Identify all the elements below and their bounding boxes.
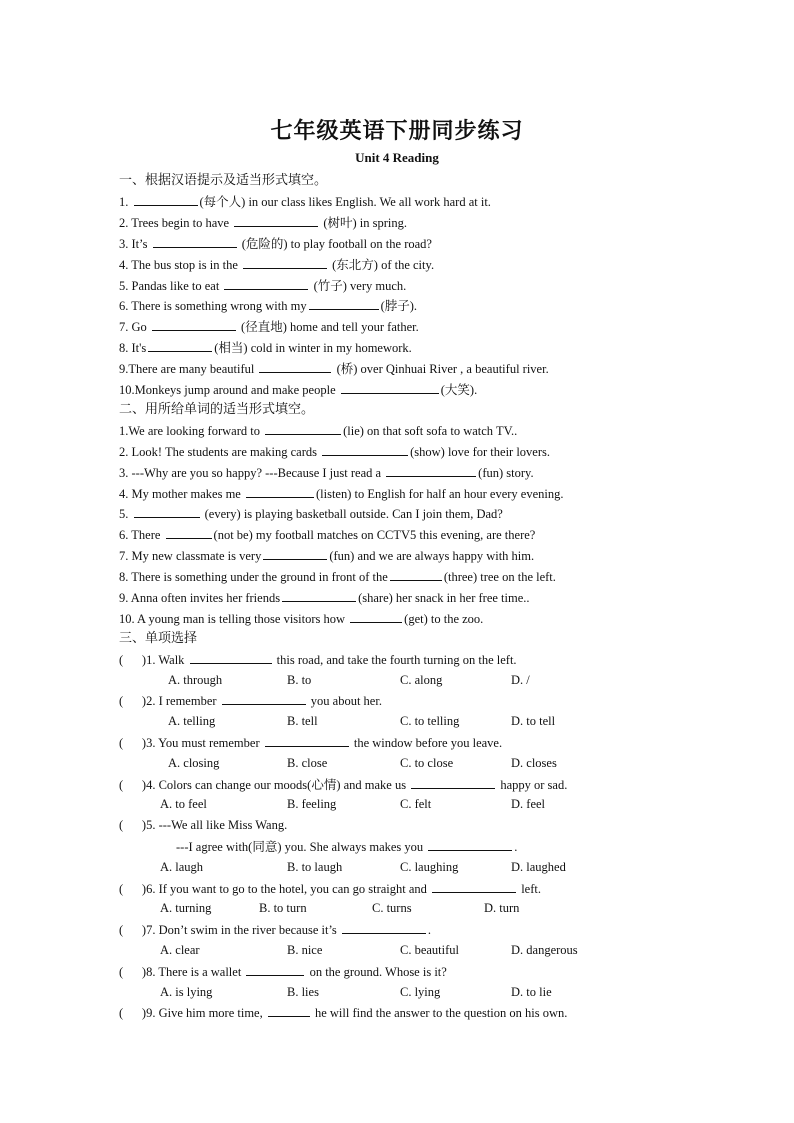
item-text-after: (not be) my football matches on CCTV5 this evening, are there? (213, 528, 536, 542)
fill-in-item (119, 277, 406, 294)
answer-parentheses: ( ) (119, 965, 147, 979)
answer-blank[interactable] (166, 526, 212, 539)
item-text-before: 8. There is something under the ground in front of the (119, 570, 388, 584)
question-stem (119, 734, 502, 751)
item-text-before: 2. Trees begin to have (119, 216, 233, 230)
answer-parentheses: ( ) (119, 923, 147, 937)
fill-in-item (119, 485, 563, 502)
item-text-before: 5. (119, 507, 132, 521)
fill-in-item (119, 381, 477, 398)
answer-blank[interactable] (341, 381, 439, 394)
option-c: C. to close (400, 756, 454, 770)
item-text-before: 4. My mother makes me (119, 487, 244, 501)
item-text-after: (share) her snack in her free time.. (358, 591, 530, 605)
item-text-after: (listen) to English for half an hour every evening. (315, 487, 564, 501)
item-text-after: (fun) and we are always happy with him. (329, 549, 535, 563)
question-text-after: the window before you leave. (350, 736, 503, 750)
fill-in-item (119, 193, 491, 210)
answer-blank[interactable] (309, 297, 379, 310)
answer-blank[interactable] (432, 880, 516, 893)
item-text-before: 7. My new classmate is very (119, 549, 262, 563)
option-c: C. beautiful (400, 943, 460, 957)
fill-in-item (119, 610, 483, 627)
fill-in-item (119, 256, 434, 273)
option-a: A. clear (160, 943, 200, 957)
answer-blank[interactable] (243, 256, 327, 269)
item-text-after: (每个人) in our class likes English. We all work hard at it. (199, 195, 491, 209)
answer-blank[interactable] (234, 214, 318, 227)
fill-in-item (119, 297, 417, 314)
answer-blank[interactable] (386, 464, 476, 477)
item-text-before: 10.Monkeys jump around and make people (119, 383, 339, 397)
item-text-after: (东北方) of the city. (329, 258, 435, 272)
question-text-after: . (514, 840, 518, 854)
question-text-after: left. (518, 882, 541, 896)
option-d: D. feel (511, 797, 546, 811)
option-b: B. to laugh (287, 860, 343, 874)
fill-in-item (119, 443, 550, 460)
fill-in-item (119, 360, 549, 377)
option-c: C. along (400, 673, 443, 687)
answer-parentheses: ( ) (119, 882, 147, 896)
option-c: C. turns (372, 901, 412, 915)
option-c: C. laughing (400, 860, 459, 874)
option-d: D. dangerous (511, 943, 578, 957)
answer-blank[interactable] (350, 610, 402, 623)
item-text-before: 6. There is something wrong with my (119, 299, 307, 313)
option-d: D. laughed (511, 860, 566, 874)
item-text-before: 6. There (119, 528, 164, 542)
item-text-after: (相当) cold in winter in my homework. (214, 341, 412, 355)
item-text-before: 9.There are many beautiful (119, 362, 258, 376)
option-d: D. closes (511, 756, 557, 770)
answer-parentheses: ( ) (119, 653, 147, 667)
answer-parentheses: ( ) (119, 778, 147, 792)
fill-in-item (119, 318, 419, 335)
question-text-after: happy or sad. (497, 778, 568, 792)
answer-blank[interactable] (134, 193, 198, 206)
section-1-heading: 一、根据汉语提示及适当形式填空。 (119, 172, 328, 187)
answer-blank[interactable] (265, 422, 341, 435)
question-text-before: 8. There is a wallet (146, 965, 245, 979)
answer-blank[interactable] (134, 505, 200, 518)
item-text-before: 3. ---Why are you so happy? ---Because I just read a (119, 466, 385, 480)
answer-blank[interactable] (152, 318, 236, 331)
answer-parentheses: ( ) (119, 818, 147, 832)
question-text-after: you about her. (307, 694, 382, 708)
answer-parentheses: ( ) (119, 694, 147, 708)
answer-blank[interactable] (246, 963, 304, 976)
answer-parentheses: ( ) (119, 1006, 147, 1020)
option-b: B. to turn (259, 901, 307, 915)
answer-blank[interactable] (342, 921, 426, 934)
answer-blank[interactable] (263, 547, 327, 560)
option-b: B. close (287, 756, 328, 770)
answer-blank[interactable] (259, 360, 331, 373)
fill-in-item (119, 339, 412, 356)
item-text-after: (get) to the zoo. (404, 612, 484, 626)
question-stem (119, 963, 447, 980)
option-a: A. turning (160, 901, 212, 915)
option-c: C. to telling (400, 714, 460, 728)
question-stem (119, 817, 287, 833)
answer-blank[interactable] (411, 776, 495, 789)
answer-blank[interactable] (265, 734, 349, 747)
item-text-before: 5. Pandas like to eat (119, 279, 223, 293)
option-a: A. closing (168, 756, 220, 770)
item-text-after: (桥) over Qinhuai River , a beautiful river. (333, 362, 549, 376)
fill-in-item (119, 589, 530, 606)
fill-in-item (119, 505, 503, 522)
fill-in-item (119, 422, 517, 439)
item-text-before: 10. A young man is telling those visitors how (119, 612, 349, 626)
fill-in-item (119, 568, 556, 585)
question-stem-line-2 (176, 838, 517, 855)
question-text-after: he will find the answer to the question on his own. (311, 1006, 568, 1020)
answer-blank[interactable] (268, 1004, 310, 1017)
question-text-before: 4. Colors can change our moods(心情) and make us (146, 778, 410, 792)
answer-blank[interactable] (282, 589, 356, 602)
option-d: D. to tell (511, 714, 556, 728)
page-title: 七年级英语下册同步练习 (270, 118, 524, 143)
option-a: A. laugh (160, 860, 204, 874)
question-text-before: 2. I remember (146, 694, 220, 708)
item-text-after: (fun) story. (478, 466, 534, 480)
fill-in-item (119, 214, 407, 231)
item-text-after: (危险的) to play football on the road? (238, 237, 432, 251)
item-text-after: (every) is playing basketball outside. Can I join them, Dad? (201, 507, 503, 521)
option-a: A. to feel (160, 797, 207, 811)
question-text-after: . (427, 923, 432, 937)
question-stem (119, 880, 541, 897)
item-text-after: (lie) on that soft sofa to watch TV.. (343, 424, 518, 438)
question-text-before: 6. If you want to go to the hotel, you can go straight and (146, 882, 431, 896)
answer-blank[interactable] (148, 339, 212, 352)
question-stem (119, 692, 382, 709)
question-text-after: on the ground. Whose is it? (306, 965, 447, 979)
option-a: A. through (168, 673, 223, 687)
answer-blank[interactable] (224, 277, 308, 290)
option-b: B. nice (287, 943, 323, 957)
answer-blank[interactable] (190, 651, 272, 664)
option-d: D. to lie (511, 985, 552, 999)
option-d: D. turn (484, 901, 520, 915)
option-b: B. feeling (287, 797, 337, 811)
page-subtitle: Unit 4 Reading (355, 150, 439, 165)
option-b: B. to (287, 673, 312, 687)
item-text-before: 4. The bus stop is in the (119, 258, 241, 272)
option-b: B. tell (287, 714, 318, 728)
question-text-before: 5. ---We all like Miss Wang. (146, 818, 288, 832)
item-text-after: (show) love for their lovers. (410, 445, 551, 459)
fill-in-item (119, 547, 534, 564)
answer-blank[interactable] (246, 485, 314, 498)
item-text-before: 2. Look! The students are making cards (119, 445, 321, 459)
item-text-after: (竹子) very much. (310, 279, 407, 293)
option-c: C. felt (400, 797, 432, 811)
answer-parentheses: ( ) (119, 736, 147, 750)
question-text-before: ---I agree with(同意) you. She always makes you (176, 840, 427, 854)
option-d: D. / (511, 673, 530, 687)
item-text-before: 1. (119, 195, 132, 209)
question-text-before: 1. Walk (146, 653, 188, 667)
answer-blank[interactable] (428, 838, 512, 851)
fill-in-item (119, 235, 432, 252)
item-text-after: (树叶) in spring. (320, 216, 407, 230)
item-text-after: (three) tree on the left. (443, 570, 556, 584)
question-stem (119, 776, 567, 793)
answer-blank[interactable] (153, 235, 237, 248)
question-text-after: this road, and take the fourth turning on the left. (273, 653, 517, 667)
option-a: A. telling (168, 714, 216, 728)
question-text-before: 3. You must remember (146, 736, 263, 750)
item-text-before: 9. Anna often invites her friends (119, 591, 281, 605)
answer-blank[interactable] (222, 692, 306, 705)
question-stem (119, 651, 517, 668)
item-text-after: (径直地) home and tell your father. (237, 320, 419, 334)
question-stem (119, 1004, 567, 1021)
answer-blank[interactable] (322, 443, 408, 456)
question-text-before: 9. Give him more time, (146, 1006, 266, 1020)
item-text-before: 3. It’s (119, 237, 151, 251)
fill-in-item (119, 526, 535, 543)
item-text-after: (脖子). (380, 299, 418, 313)
item-text-before: 1.We are looking forward to (119, 424, 264, 438)
option-a: A. is lying (160, 985, 213, 999)
item-text-before: 7. Go (119, 320, 150, 334)
question-text-before: 7. Don’t swim in the river because it’s (146, 923, 340, 937)
question-stem (119, 921, 431, 938)
section-2-heading: 二、用所给单词的适当形式填空。 (119, 401, 315, 416)
item-text-after: (大笑). (440, 383, 478, 397)
fill-in-item (119, 464, 534, 481)
section-3-heading: 三、单项选择 (119, 630, 198, 645)
answer-blank[interactable] (390, 568, 442, 581)
item-text-before: 8. It's (119, 341, 147, 355)
option-c: C. lying (400, 985, 441, 999)
option-b: B. lies (287, 985, 319, 999)
